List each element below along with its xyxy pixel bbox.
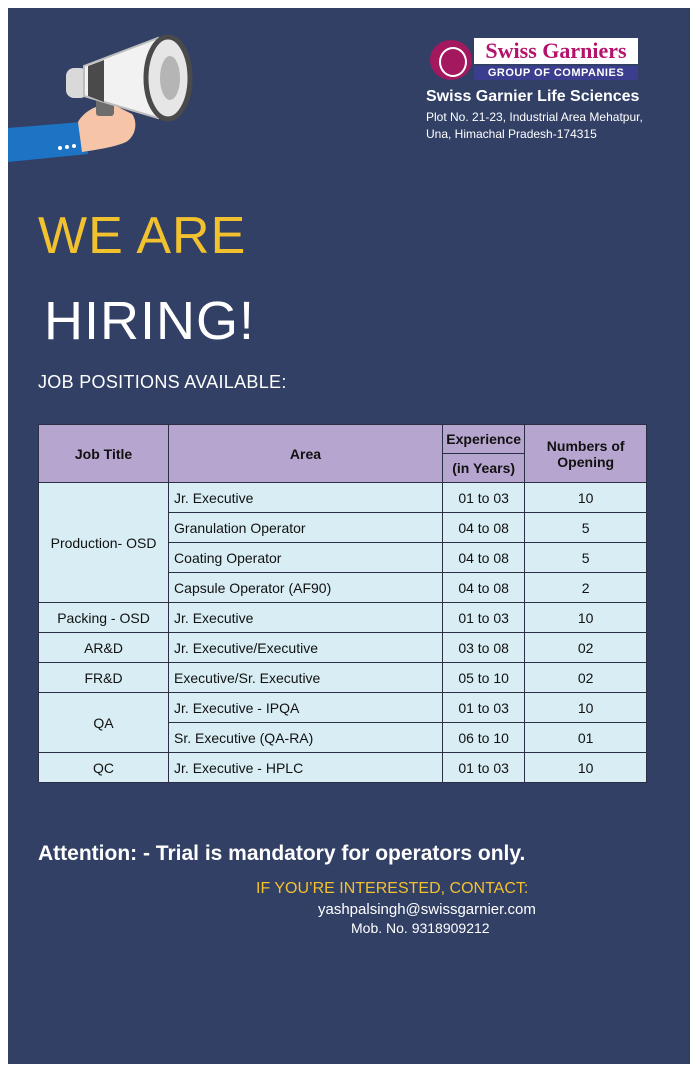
openings-cell: 10	[525, 693, 647, 723]
openings-cell: 02	[525, 663, 647, 693]
attention-note: Attention: - Trial is mandatory for operators only.	[38, 842, 526, 865]
area-cell: Jr. Executive/Executive	[169, 633, 443, 663]
header-job-title: Job Title	[39, 425, 169, 483]
area-cell: Coating Operator	[169, 543, 443, 573]
openings-cell: 10	[525, 483, 647, 513]
openings-cell: 02	[525, 633, 647, 663]
openings-cell: 2	[525, 573, 647, 603]
experience-cell: 01 to 03	[442, 693, 524, 723]
area-cell: Capsule Operator (AF90)	[169, 573, 443, 603]
area-cell: Jr. Executive	[169, 603, 443, 633]
experience-cell: 04 to 08	[442, 513, 524, 543]
logo-group: GROUP OF COMPANIES	[474, 66, 638, 80]
positions-subheading: JOB POSITIONS AVAILABLE:	[38, 372, 287, 392]
job-title-cell: QA	[39, 693, 169, 753]
header-openings: Numbers of Opening	[525, 425, 647, 483]
job-title-cell: FR&D	[39, 663, 169, 693]
swiss-garniers-logo	[430, 40, 472, 80]
area-cell: Sr. Executive (QA-RA)	[169, 723, 443, 753]
header-area: Area	[169, 425, 443, 483]
hiring-poster	[8, 8, 690, 1064]
table-header-row	[39, 425, 647, 483]
headline-we-are: WE ARE	[38, 207, 247, 265]
area-cell: Jr. Executive	[169, 483, 443, 513]
contact-mobile: Mob. No. 9318909212	[351, 920, 490, 936]
company-address-line2: Una, Himachal Pradesh-174315	[426, 127, 597, 141]
job-title-cell: QC	[39, 753, 169, 783]
header-experience-line2: (in Years)	[452, 460, 516, 476]
openings-cell: 10	[525, 603, 647, 633]
experience-cell: 06 to 10	[442, 723, 524, 753]
company-logo	[430, 40, 638, 86]
job-positions-table	[38, 424, 647, 783]
openings-cell: 10	[525, 753, 647, 783]
experience-cell: 01 to 03	[442, 483, 524, 513]
openings-cell: 5	[525, 513, 647, 543]
experience-cell: 01 to 03	[442, 753, 524, 783]
job-title-cell: Production- OSD	[39, 483, 169, 603]
company-address-line1: Plot No. 21-23, Industrial Area Mehatpur,	[426, 110, 643, 124]
table-row	[39, 633, 647, 663]
area-cell: Granulation Operator	[169, 513, 443, 543]
openings-cell: 5	[525, 543, 647, 573]
table-row	[39, 693, 647, 723]
header-experience-line1: Experience	[443, 425, 524, 454]
job-title-cell: AR&D	[39, 633, 169, 663]
headline-hiring: HIRING!	[44, 291, 256, 351]
area-cell: Jr. Executive - HPLC	[169, 753, 443, 783]
area-cell: Jr. Executive - IPQA	[169, 693, 443, 723]
logo-name: Swiss Garniers	[474, 38, 638, 64]
area-cell: Executive/Sr. Executive	[169, 663, 443, 693]
table-row	[39, 663, 647, 693]
experience-cell: 01 to 03	[442, 603, 524, 633]
openings-cell: 01	[525, 723, 647, 753]
experience-cell: 04 to 08	[442, 543, 524, 573]
header-experience	[442, 425, 524, 483]
table-row	[39, 603, 647, 633]
table-row	[39, 753, 647, 783]
table-row	[39, 483, 647, 513]
company-name: Swiss Garnier Life Sciences	[426, 88, 640, 105]
megaphone-icon	[8, 22, 208, 172]
experience-cell: 05 to 10	[442, 663, 524, 693]
job-title-cell: Packing - OSD	[39, 603, 169, 633]
contact-heading: IF YOU’RE INTERESTED, CONTACT:	[256, 880, 529, 897]
experience-cell: 04 to 08	[442, 573, 524, 603]
experience-cell: 03 to 08	[442, 633, 524, 663]
contact-email: yashpalsingh@swissgarnier.com	[318, 901, 536, 918]
